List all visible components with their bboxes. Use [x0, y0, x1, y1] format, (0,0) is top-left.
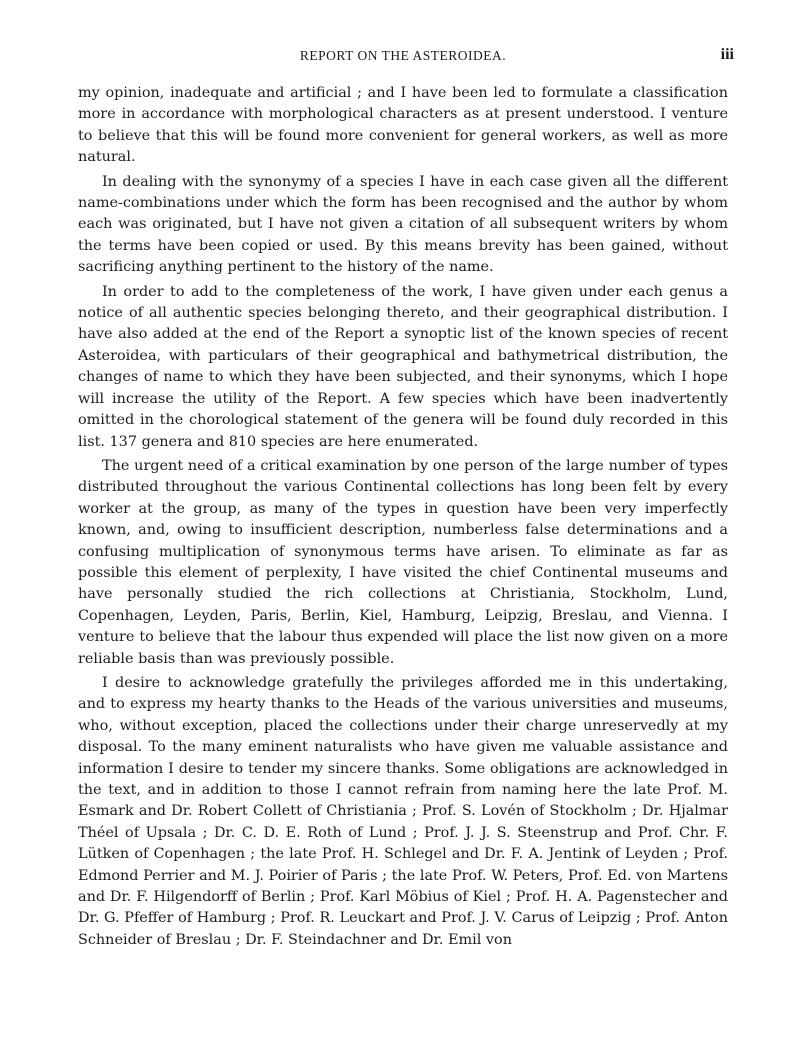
- paragraph-continuation: my opinion, inadequate and artificial ; and I have been led to formulate a classification more in accordance with morphological characters as at present understood. I venture to believe that this will be found more convenient for general workers, as well as more natural.: [78, 85, 728, 166]
- body-text: [78, 83, 728, 951]
- running-title: REPORT ON THE ASTEROIDEA.: [299, 48, 507, 63]
- page-number: iii: [720, 46, 734, 63]
- running-head: [78, 44, 734, 66]
- paragraph-completeness: In order to add to the completeness of the work, I have given under each genus a notice of all authentic species belonging thereto, and their geographical distribution. I have also added at the end of the Report a synoptic list of the known species of recent Asteroidea, with particulars of their geographical and bathymetrical distribution, the changes of name to which they have been subjected, and their synonyms, which I hope will increase the utility of the Report. A few species which have been inadvertently omitted in the chorological statement of the genera will be found duly recorded in this list. 137 genera and 810 species are here enumerated.: [78, 283, 728, 450]
- paragraph-acknowledgements: I desire to acknowledge gratefully the privileges afforded me in this undertaking, and to express my hearty thanks to the Heads of the various universities and museums, who, without exception, placed the collections under their charge unreservedly at my disposal. To the many eminent naturalists who have given me valuable assistance and information I desire to tender my sincere thanks. Some obligations are acknowledged in the text, and in addition to those I cannot refrain from naming here the late Prof. M. Esmark and Dr. Robert Collett of Christiania ; Prof. S. Lovén of Stockholm ; Dr. Hjalmar Théel of Upsala ; Dr. C. D. E. Roth of Lund ; Prof. J. J. S. Steenstrup and Prof. Chr. F. Lütken of Copenhagen ; the late Prof. H. Schlegel and Dr. F. A. Jentink of Leyden ; Prof. Edmond Perrier and M. J. Poirier of Paris ; the late Prof. W. Peters, Prof. Ed. von Martens and Dr. F. Hilgendorff of Berlin ; Prof. Karl Möbius of Kiel ; Prof. H. A. Pagenstecher and Dr. G. Pfeffer of Hamburg ; Prof. R. Leuckart and Prof. J. V. Carus of Leipzig ; Prof. Anton Schneider of Breslau ; Dr. F. Steindachner and Dr. Emil von: [78, 674, 728, 948]
- document-page: [78, 44, 734, 951]
- paragraph-synonymy: In dealing with the synonymy of a species I have in each case given all the different name-combinations under which the form has been recognised and the author by whom each was originated, but I have not given a citation of all subsequent writers by whom the terms have been copied or used. By this means brevity has been gained, without sacrificing anything pertinent to the history of the name.: [78, 173, 728, 276]
- paragraph-critical-examination: The urgent need of a critical examination by one person of the large number of types distributed throughout the various Continental collections has long been felt by every worker at the group, as many of the types in question have been very imperfectly known, and, owing to insufficient description, numberless false determinations and a confusing multiplication of synonymous terms have arisen. To eliminate as far as possible this element of perplexity, I have visited the chief Continental museums and have personally studied the rich collections at Christiania, Stockholm, Lund, Copenhagen, Leyden, Paris, Berlin, Kiel, Hamburg, Leipzig, Breslau, and Vienna. I venture to believe that the labour thus expended will place the list now given on a more reliable basis than was previously possible.: [78, 457, 728, 667]
